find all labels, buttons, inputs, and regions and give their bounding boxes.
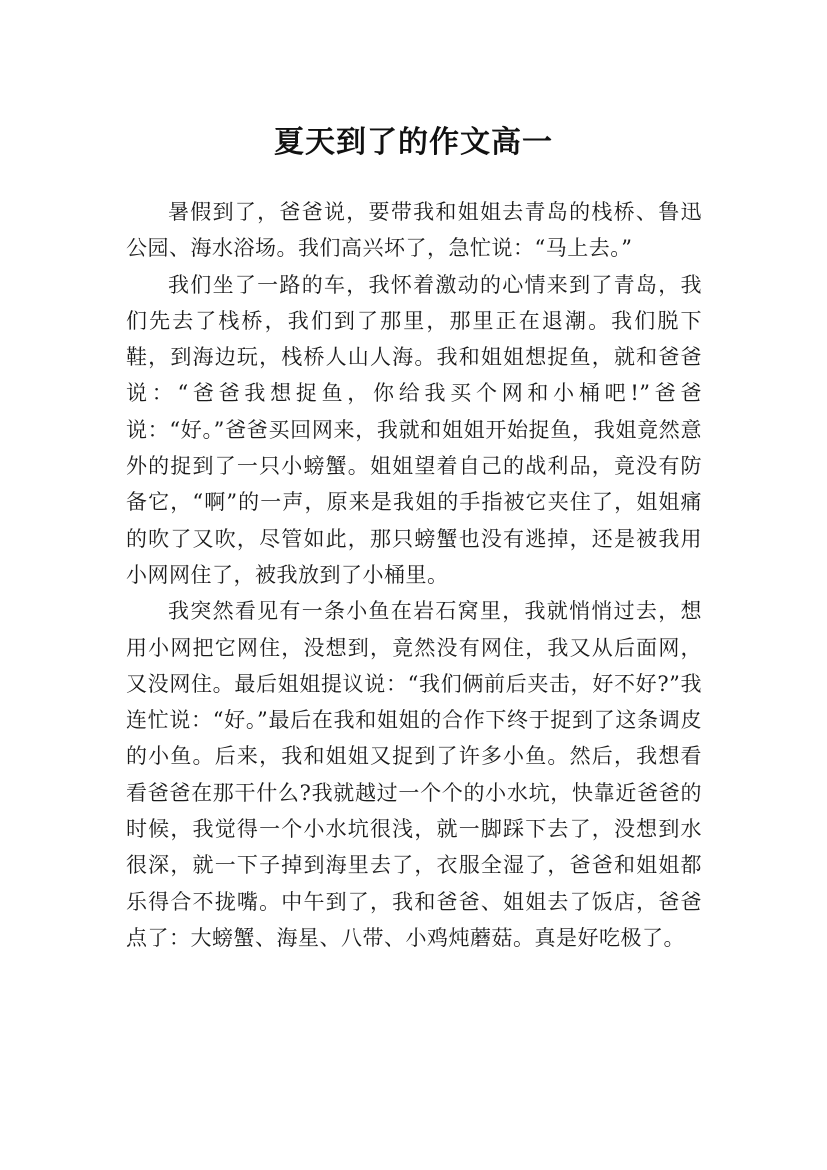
- paragraph: 我们坐了一路的车，我怀着激动的心情来到了青岛，我们先去了栈桥，我们到了那里，那里正在退潮。我们脱下鞋，到海边玩，栈桥人山人海。我和姐姐想捉鱼，就和爸爸说：“爸爸我想捉鱼，你给我买个网和小桶吧!”爸爸说：“好。”爸爸买回网来，我就和姐姐开始捉鱼，我姐竟然意外的捉到了一只小螃蟹。姐姐望着自己的战利品，竟没有防备它，“啊”的一声，原来是我姐的手指被它夹住了，姐姐痛的吹了又吹，尽管如此，那只螃蟹也没有逃掉，还是被我用小网网住了，被我放到了小桶里。: [126, 272, 702, 587]
- essay-body: [126, 194, 702, 956]
- paragraph: 我突然看见有一条小鱼在岩石窝里，我就悄悄过去，想用小网把它网住，没想到，竟然没有网住，我又从后面网，又没网住。最后姐姐提议说：“我们俩前后夹击，好不好?”我连忙说：“好。”最后在我和姐姐的合作下终于捉到了这条调皮的小鱼。后来，我和姐姐又捉到了许多小鱼。然后，我想看看爸爸在那干什么?我就越过一个个的小水坑，快靠近爸爸的时候，我觉得一个小水坑很浅，就一脚踩下去了，没想到水很深，就一下子掉到海里去了，衣服全湿了，爸爸和姐姐都乐得合不拢嘴。中午到了，我和爸爸、姐姐去了饭店，爸爸点了：大螃蟹、海星、八带、小鸡炖蘑菇。真是好吃极了。: [126, 599, 702, 950]
- page-title: 夏天到了的作文高一: [274, 125, 553, 161]
- paragraph: 暑假到了，爸爸说，要带我和姐姐去青岛的栈桥、鲁迅公园、海水浴场。我们高兴坏了，急忙说：“马上去。”: [126, 200, 702, 261]
